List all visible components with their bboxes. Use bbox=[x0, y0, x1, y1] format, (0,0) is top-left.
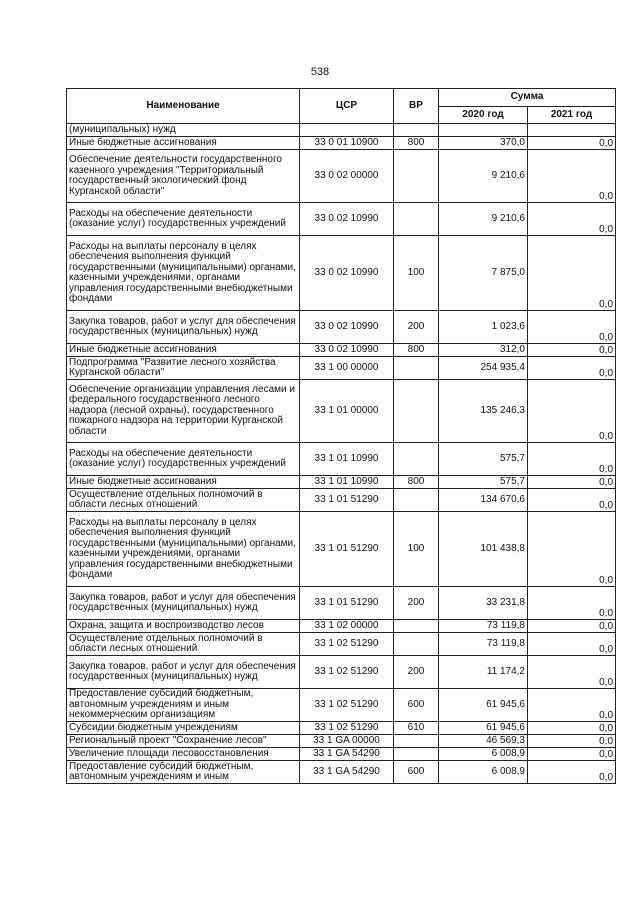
row-vr bbox=[394, 489, 439, 512]
row-vr bbox=[394, 124, 439, 137]
row-sum-2020: 9 210,6 bbox=[439, 203, 528, 236]
row-name: Иные бюджетные ассигнования bbox=[67, 476, 300, 489]
row-name: Обеспечение организации управления лесами и федерального государственного лесного надзора (лесной охраны), государственного пожарного надзора на территории Курганской области bbox=[67, 380, 300, 443]
row-sum-2021: 0,0 bbox=[528, 656, 616, 689]
row-name: Иные бюджетные ассигнования bbox=[67, 137, 300, 150]
header-vr: ВР bbox=[394, 89, 439, 124]
row-vr: 600 bbox=[394, 689, 439, 722]
row-sum-2020: 254 935,4 bbox=[439, 357, 528, 380]
row-vr bbox=[394, 748, 439, 761]
row-sum-2021: 0,0 bbox=[528, 476, 616, 489]
row-vr: 100 bbox=[394, 512, 439, 587]
row-name: Расходы на выплаты персоналу в целях обеспечения выполнения функций государственными (муниципальными) органами, казенными учреждениями, органами управления государственными внебюджетными фондами bbox=[67, 512, 300, 587]
row-sum-2021: 0,0 bbox=[528, 587, 616, 620]
row-csr: 33 1 02 51290 bbox=[300, 722, 394, 735]
row-sum-2021: 0,0 bbox=[528, 620, 616, 633]
row-name: (муниципальных) нужд bbox=[67, 124, 300, 137]
row-name: Предоставление субсидий бюджетным, автономным учреждениям и иным некоммерческим организациям bbox=[67, 689, 300, 722]
row-sum-2020: 135 246,3 bbox=[439, 380, 528, 443]
table-row bbox=[67, 380, 616, 443]
page-number: 538 bbox=[310, 66, 330, 78]
row-csr: 33 1 02 51290 bbox=[300, 656, 394, 689]
row-sum-2021: 0,0 bbox=[528, 137, 616, 150]
table-row bbox=[67, 512, 616, 587]
row-vr: 200 bbox=[394, 587, 439, 620]
row-sum-2020: 370,0 bbox=[439, 137, 528, 150]
row-sum-2020: 11 174,2 bbox=[439, 656, 528, 689]
row-sum-2020: 61 945,6 bbox=[439, 689, 528, 722]
row-csr: 33 1 01 10990 bbox=[300, 476, 394, 489]
row-sum-2021: 0,0 bbox=[528, 512, 616, 587]
table-row bbox=[67, 735, 616, 748]
row-sum-2021: 0,0 bbox=[528, 203, 616, 236]
row-csr: 33 1 02 51290 bbox=[300, 633, 394, 656]
row-sum-2020: 6 008,9 bbox=[439, 748, 528, 761]
row-csr: 33 1 02 51290 bbox=[300, 689, 394, 722]
row-sum-2020: 312,0 bbox=[439, 344, 528, 357]
row-csr: 33 1 02 00000 bbox=[300, 620, 394, 633]
row-sum-2020: 46 569,3 bbox=[439, 735, 528, 748]
table-row bbox=[67, 311, 616, 344]
row-csr: 33 1 01 51290 bbox=[300, 512, 394, 587]
row-name: Осуществление отдельных полномочий в области лесных отношений bbox=[67, 633, 300, 656]
row-sum-2020: 61 945,6 bbox=[439, 722, 528, 735]
row-vr bbox=[394, 735, 439, 748]
header-csr: ЦСР bbox=[300, 89, 394, 124]
row-csr: 33 0 02 00000 bbox=[300, 150, 394, 203]
row-sum-2021: 0,0 bbox=[528, 748, 616, 761]
row-sum-2021 bbox=[528, 124, 616, 137]
row-sum-2021: 0,0 bbox=[528, 735, 616, 748]
row-name: Иные бюджетные ассигнования bbox=[67, 344, 300, 357]
table-row bbox=[67, 656, 616, 689]
row-name: Закупка товаров, работ и услуг для обеспечения государственных (муниципальных) нужд bbox=[67, 587, 300, 620]
row-vr bbox=[394, 203, 439, 236]
row-name: Субсидии бюджетным учреждениям bbox=[67, 722, 300, 735]
row-csr: 33 0 02 10990 bbox=[300, 344, 394, 357]
header-sum: Сумма bbox=[439, 89, 616, 107]
row-csr: 33 0 02 10990 bbox=[300, 311, 394, 344]
row-sum-2021: 0,0 bbox=[528, 311, 616, 344]
table-row bbox=[67, 124, 616, 137]
row-sum-2021: 0,0 bbox=[528, 443, 616, 476]
row-vr: 800 bbox=[394, 344, 439, 357]
row-name: Закупка товаров, работ и услуг для обеспечения государственных (муниципальных) нужд bbox=[67, 311, 300, 344]
row-name: Предоставление субсидий бюджетным, автономным учреждениям и иным bbox=[67, 761, 300, 784]
row-sum-2020: 575,7 bbox=[439, 443, 528, 476]
table-row bbox=[67, 689, 616, 722]
row-sum-2021: 0,0 bbox=[528, 761, 616, 784]
table-row bbox=[67, 357, 616, 380]
row-name: Охрана, защита и воспроизводство лесов bbox=[67, 620, 300, 633]
row-sum-2021: 0,0 bbox=[528, 150, 616, 203]
row-sum-2020: 575,7 bbox=[439, 476, 528, 489]
row-vr: 200 bbox=[394, 656, 439, 689]
table-row bbox=[67, 761, 616, 784]
row-sum-2021: 0,0 bbox=[528, 357, 616, 380]
row-csr: 33 1 01 51290 bbox=[300, 587, 394, 620]
row-name: Осуществление отдельных полномочий в области лесных отношений bbox=[67, 489, 300, 512]
row-csr: 33 1 01 10990 bbox=[300, 443, 394, 476]
row-vr bbox=[394, 633, 439, 656]
table-row bbox=[67, 150, 616, 203]
row-vr: 800 bbox=[394, 137, 439, 150]
row-vr: 610 bbox=[394, 722, 439, 735]
row-sum-2020: 1 023,6 bbox=[439, 311, 528, 344]
row-name: Обеспечение деятельности государственного казенного учреждения "Территориальный государственный экологический фонд Курганской области" bbox=[67, 150, 300, 203]
table-row bbox=[67, 748, 616, 761]
row-sum-2020: 6 008,9 bbox=[439, 761, 528, 784]
header-year-2021: 2021 год bbox=[528, 107, 616, 124]
row-csr: 33 1 01 51290 bbox=[300, 489, 394, 512]
row-csr: 33 1 GA 00000 bbox=[300, 735, 394, 748]
table-row bbox=[67, 203, 616, 236]
row-vr bbox=[394, 357, 439, 380]
row-vr: 600 bbox=[394, 761, 439, 784]
table-row bbox=[67, 633, 616, 656]
row-csr bbox=[300, 124, 394, 137]
table-row bbox=[67, 443, 616, 476]
table-row bbox=[67, 137, 616, 150]
table-row bbox=[67, 489, 616, 512]
row-sum-2021: 0,0 bbox=[528, 344, 616, 357]
table-row bbox=[67, 620, 616, 633]
row-csr: 33 1 GA 54290 bbox=[300, 748, 394, 761]
row-vr: 100 bbox=[394, 236, 439, 311]
row-csr: 33 1 01 00000 bbox=[300, 380, 394, 443]
row-sum-2020 bbox=[439, 124, 528, 137]
row-vr: 200 bbox=[394, 311, 439, 344]
row-csr: 33 0 02 10990 bbox=[300, 236, 394, 311]
row-vr: 800 bbox=[394, 476, 439, 489]
row-csr: 33 0 02 10990 bbox=[300, 203, 394, 236]
row-sum-2021: 0,0 bbox=[528, 236, 616, 311]
row-sum-2020: 101 438,8 bbox=[439, 512, 528, 587]
row-sum-2020: 73 119,8 bbox=[439, 620, 528, 633]
row-name: Расходы на выплаты персоналу в целях обеспечения выполнения функций государственными (муниципальными) органами, казенными учреждениями, органами управления государственными внебюджетными фондами bbox=[67, 236, 300, 311]
row-sum-2021: 0,0 bbox=[528, 689, 616, 722]
row-vr bbox=[394, 150, 439, 203]
row-sum-2021: 0,0 bbox=[528, 633, 616, 656]
row-vr bbox=[394, 443, 439, 476]
row-sum-2020: 9 210,6 bbox=[439, 150, 528, 203]
table-row bbox=[67, 344, 616, 357]
table-row bbox=[67, 236, 616, 311]
row-vr bbox=[394, 380, 439, 443]
table-row bbox=[67, 587, 616, 620]
table-row bbox=[67, 722, 616, 735]
row-vr bbox=[394, 620, 439, 633]
table-row bbox=[67, 476, 616, 489]
row-name: Увеличение площади лесовосстановления bbox=[67, 748, 300, 761]
row-name: Расходы на обеспечение деятельности (оказание услуг) государственных учреждений bbox=[67, 443, 300, 476]
row-csr: 33 1 GA 54290 bbox=[300, 761, 394, 784]
row-name: Расходы на обеспечение деятельности (оказание услуг) государственных учреждений bbox=[67, 203, 300, 236]
header-name: Наименование bbox=[67, 89, 300, 124]
row-name: Закупка товаров, работ и услуг для обеспечения государственных (муниципальных) нужд bbox=[67, 656, 300, 689]
row-csr: 33 1 00 00000 bbox=[300, 357, 394, 380]
row-name: Подпрограмма "Развитие лесного хозяйства Курганской области" bbox=[67, 357, 300, 380]
row-name: Региональный проект "Сохранение лесов" bbox=[67, 735, 300, 748]
row-sum-2021: 0,0 bbox=[528, 722, 616, 735]
budget-table bbox=[66, 88, 616, 784]
header-year-2020: 2020 год bbox=[439, 107, 528, 124]
row-csr: 33 0 01 10900 bbox=[300, 137, 394, 150]
row-sum-2020: 73 119,8 bbox=[439, 633, 528, 656]
row-sum-2020: 7 875,0 bbox=[439, 236, 528, 311]
row-sum-2021: 0,0 bbox=[528, 489, 616, 512]
row-sum-2020: 33 231,8 bbox=[439, 587, 528, 620]
row-sum-2021: 0,0 bbox=[528, 380, 616, 443]
row-sum-2020: 134 670,6 bbox=[439, 489, 528, 512]
